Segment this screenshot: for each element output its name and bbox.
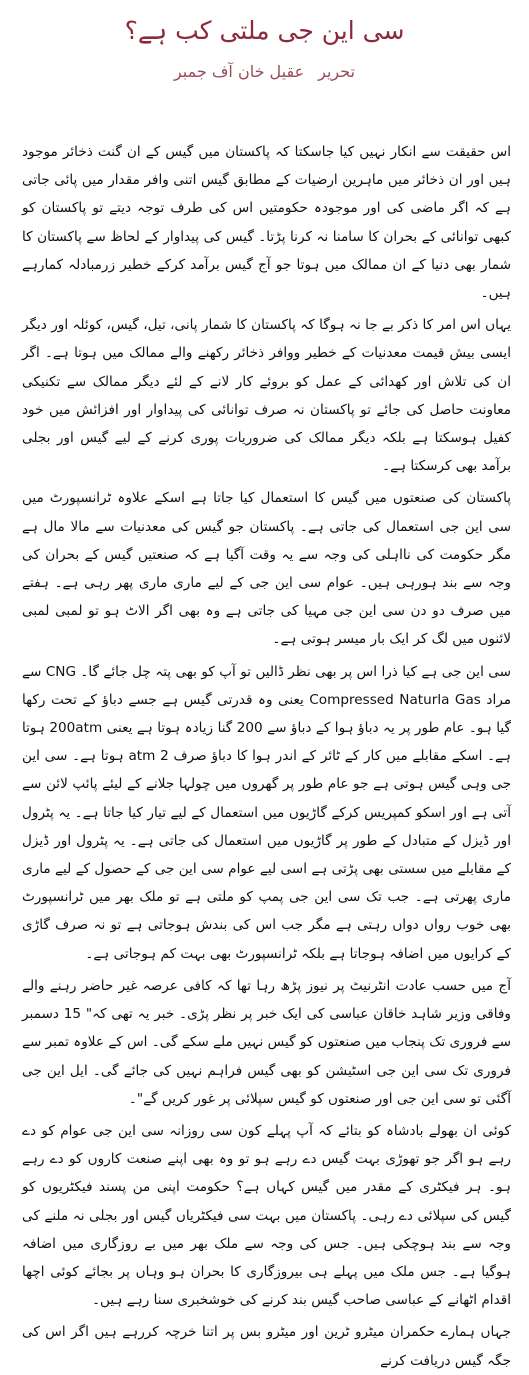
- article-paragraph-5: آج میں حسب عادت انٹرنیٹ پر نیوز پڑھ رہا تھا کہ کافی عرصہ غیر حاضر رہنے والے وفاقی وزیر شاہد خاقان عباسی کی ایک خبر پر نظر پڑی۔ خبر یہ تھی کہ" 15 دسمبر سے فروری تک پنجاب میں صنعتوں کو گیس نہیں ملے سکے گی۔ اس کے علاوہ تمبر سے فروری تک سی این جی اسٹیشن کو بھی گیس فراہم نہیں کی جائے گی۔ ایل این جی آگئی تو سی این جی اور صنعتوں کو گیس سپلائی پر غور کریں گے"۔: [22, 977, 511, 1107]
- article-paragraph-3: پاکستان کی صنعتوں میں گیس کا استعمال کیا جاتا ہے اسکے علاوہ ٹرانسپورٹ میں سی این جی استعمال کی جاتی ہے۔ پاکستان جو گیس کی معدنیات سے مالا مال ہے مگر حکومت کی نااہلی کی وجہ سے یہ وقت آگیا ہے کہ صنعتیں گیس کے بحران کی وجہ سے بند ہورہی ہیں۔ عوام سی این جی کے لیے ماری ماری پھر رہی ہے۔ ہفتے میں صرف دو دن سی این جی مہیا کی جاتی ہے وہ بھی اگر الاٹ ہو تو لمبی لمبی لائنوں میں لگ کر ایک بار میسر ہوتی ہے۔: [22, 490, 511, 648]
- byline-label: تحریر: [318, 62, 356, 81]
- article-byline: [0, 60, 529, 84]
- byline-author: عقیل خان آف جمبر: [173, 62, 305, 81]
- article-paragraph-7: جہاں ہمارے حکمران میٹرو ٹرین اور میٹرو بس پر اتنا خرچہ کررہے ہیں اگر اس کی جگہ گیس دریافت کرنے: [22, 1324, 511, 1369]
- article-title: سی این جی ملتی کب ہے؟: [124, 16, 405, 45]
- article-page: [0, 14, 529, 1369]
- article-paragraph-6: کوئی ان بھولے بادشاہ کو بتائے کہ آپ پہلے کون سی روزانہ سی این جی عوام کو دے رہے ہو اگر جو تھوڑی بہت گیس دے رہے ہو تو وہ بھی اپنے صنعت کاروں کو دے رہے ہو۔ ہر فیکٹری کے مقدر میں گیس کہاں ہے؟ حکومت اپنی من پسند فیکٹریوں کو گیس کی سپلائی دے رہی۔ پاکستان میں بہت سی فیکٹریاں گیس اور بجلی نہ ملنے کی وجہ سے بند ہوچکی ہیں۔ جس کی وجہ سے ملک بھر میں بے روزگاری میں اضافہ ہوگیا ہے۔ جس ملک میں پہلے ہی بیروزگاری کا بحران ہو وہاں پر بجائے کوئی اچھا اقدام اٹھانے کے عباسی صاحب گیس بند کرنے کی خوشخبری سنا رہے ہیں۔: [22, 1122, 511, 1309]
- article-paragraph-4: سی این جی ہے کیا ذرا اس پر بھی نظر ڈالیں تو آپ کو بھی پتہ چل جائے گا۔ CNG سے مراد Compressed Naturla Gas یعنی وہ قدرتی گیس ہے جسے دباؤ کے تحت رکھا گیا ہو۔ عام طور پر یہ دباؤ ہوا کے دباؤ سے 200 گنا زیادہ ہوتا ہے یعنی 200atm ہوتا ہے۔ اسکے مقابلے میں کار کے ٹائر کے اندر ہوا کا دباؤ صرف 2 atm ہوتا ہے۔ سی این جی وہی گیس ہوتی ہے جو عام طور پر گھروں میں چولہا جلانے کے لیئے پائپ لائن سے آتی ہے اور اسکو کمپریس کرکے گاڑیوں میں استعمال کے لیے تیار کیا جاتا ہے۔ یہ پٹرول اور ڈیزل کے متبادل کے طور پر گاڑیوں میں استعمال کی جاتی ہے۔ یہ پٹرول اور ڈیزل کے مقابلے میں سستی بھی پڑتی ہے اسی لیے عوام سی این جی کے حصول کے لیے ماری ماری پھرتی ہے۔ جب تک سی این جی پمپ کو ملتی ہے تو ملک بھر میں ٹرانسپورٹ بھی خوب رواں دواں رہتی ہے مگر جب اس کی بندش ہوجاتی ہے تو نہ صرف گاڑی کے کرایوں میں اضافہ ہوجاتا ہے بلکہ ٹرانسپورٹ بھی بہت کم ہوجاتی ہے۔: [22, 663, 512, 962]
- article-body: [0, 84, 529, 1375]
- article-paragraph-2: یہاں اس امر کا ذکر بے جا نہ ہوگا کہ پاکستان کا شمار پانی، تیل، گیس، کوئلہ اور دیگر ایسی بیش قیمت معدنیات کے خطیر ووافر ذخائر رکھنے والے ممالک میں ہوتا ہے۔ اگر ان کی تلاش اور کھدائی کے عمل کو بروئے کار لانے کے لئے دیگر ممالک سے تکنیکی معاونت حاصل کی جائے تو پاکستان نہ صرف توانائی کی پیداوار اور افزائش میں خود کفیل ہوسکتا ہے بلکہ دیگر ممالک کی ضروریات پوری کرنے کے لیے گیس اور بجلی برآمد بھی کرسکتا ہے۔: [22, 317, 511, 475]
- article-paragraph-1: اس حقیقت سے انکار نہیں کیا جاسکتا کہ پاکستان میں گیس کے ان گنت ذخائر موجود ہیں اور ان ذخائر میں ماہرین ارضیات کے مطابق گیس اتنی وافر مقدار میں پائی جاتی ہے کہ اگر ماضی کی اور موجودہ حکومتیں اس کی طرف توجہ دیتے تو پاکستان کو کبھی توانائی کے بحران کا سامنا نہ کرنا پڑتا۔ گیس کی پیداوار کے لحاظ سے پاکستان کا شمار بھی دنیا کے ان ممالک میں ہوتا جو آج گیس برآمد کرکے خطیر زرمبادلہ کمارہے ہیں۔: [22, 144, 511, 302]
